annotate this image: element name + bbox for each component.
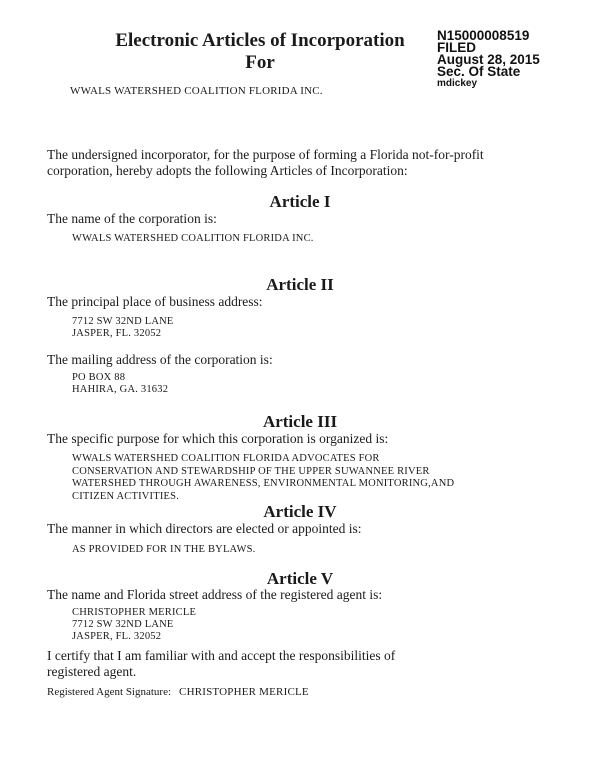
mailing-address-line-1: PO BOX 88	[72, 372, 126, 383]
article-4-heading: Article IV	[263, 502, 337, 521]
mailing-label: The mailing address of the corporation is:	[47, 352, 273, 367]
article-1-value: WWALS WATERSHED COALITION FLORIDA INC.	[72, 233, 314, 244]
corporation-name-header: WWALS WATERSHED COALITION FLORIDA INC.	[70, 85, 323, 97]
purpose-line-3: WATERSHED THROUGH AWARENESS, ENVIRONMENTAL MONITORING,AND	[72, 478, 455, 489]
agent-address-line-2: JASPER, FL. 32052	[72, 631, 162, 642]
article-4-value: AS PROVIDED FOR IN THE BYLAWS.	[72, 544, 256, 555]
document-title	[110, 30, 410, 74]
stamp-office: Sec. Of State	[437, 64, 521, 79]
article-1-heading: Article I	[269, 192, 331, 211]
agent-address-line-1: 7712 SW 32ND LANE	[72, 619, 174, 630]
filing-stamp	[437, 30, 540, 89]
stamp-date: August 28, 2015	[437, 52, 540, 67]
title-line-2: For	[245, 52, 275, 73]
signature-label: Registered Agent Signature:	[47, 686, 172, 698]
agent-name: CHRISTOPHER MERICLE	[72, 607, 197, 618]
certification-text: I certify that I am familiar with and accept the responsibilities of registered agent.	[47, 648, 396, 679]
stamp-user: mdickey	[437, 78, 478, 89]
stamp-doc-number: N15000008519	[437, 28, 530, 43]
purpose-line-4: CITIZEN ACTIVITIES.	[72, 490, 180, 502]
purpose-line-1: WWALS WATERSHED COALITION FLORIDA ADVOCATES FOR	[72, 453, 380, 464]
title-line-1: Electronic Articles of Incorporation	[115, 30, 405, 51]
signature-line	[47, 686, 309, 698]
article-3-heading: Article III	[262, 412, 338, 431]
article-5-label: The name and Florida street address of the registered agent is:	[47, 587, 383, 602]
intro-paragraph: The undersigned incorporator, for the purpose of forming a Florida not-for-profit corporation, hereby adopts the following Articles of Incorporation:	[47, 147, 484, 178]
signature-value: CHRISTOPHER MERICLE	[179, 686, 309, 698]
article-3-label: The specific purpose for which this corporation is organized is:	[47, 431, 389, 446]
article-2-heading: Article II	[266, 275, 334, 294]
purpose-line-2: CONSERVATION AND STEWARDSHIP OF THE UPPER SUWANNEE RIVER	[72, 465, 430, 477]
article-5-heading: Article V	[266, 569, 334, 588]
principal-address-line-2: JASPER, FL. 32052	[72, 328, 162, 339]
stamp-status: FILED	[437, 40, 476, 55]
article-4-label: The manner in which directors are elected or appointed is:	[47, 521, 362, 536]
purpose-text	[72, 453, 542, 503]
article-2-label: The principal place of business address:	[47, 294, 263, 309]
mailing-address-line-2: HAHIRA, GA. 31632	[72, 384, 169, 395]
article-1-label: The name of the corporation is:	[47, 211, 217, 226]
principal-address-line-1: 7712 SW 32ND LANE	[72, 316, 174, 327]
